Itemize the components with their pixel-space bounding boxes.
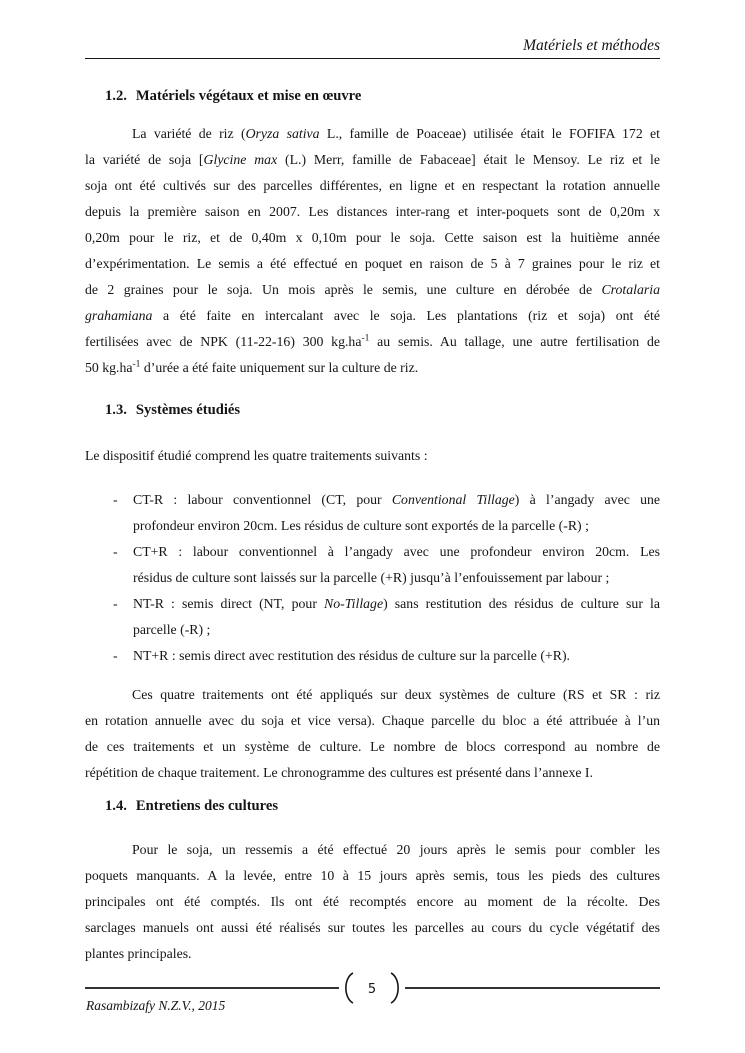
text-line: soja ont été cultivés sur des parcelles différentes, en ligne et en respectant la rotation annuelle [85,178,660,193]
list-text: CT+R : labour conventionnel à l’angady avec une profondeur environ 20cm. Les [133,544,660,559]
text-line: principales ont été comptés. Ils ont été recomptés encore au moment de la récolte. Des [85,894,660,909]
text-line: parcelle (-R) ; [133,622,211,637]
text-line: sarclages manuels ont aussi été réalisés sur toutes les parcelles au cours du cycle végétatif des [85,920,660,935]
section-heading-1-4 [85,796,680,816]
text-line: en rotation annuelle avec du soja et vice versa). Chaque parcelle du bloc a été attribuée à l’un [85,713,660,728]
list-item-ct-minus-r [85,487,660,539]
section-number: 1.3. [105,402,127,418]
section-number: 1.4. [105,798,127,814]
list-dash: - [113,544,118,559]
text-line: plantes principales. [85,946,192,961]
section-heading-1-3 [85,400,680,420]
list-text: NT-R : semis direct (NT, pour No-Tillage) sans restitution des résidus de culture sur la [133,596,661,611]
text-line: 50 $kg.ha^{-1}$ d’urée a été faite uniquement sur la culture de riz. [85,359,419,375]
section-title: Matériels végétaux et mise en œuvre [135,88,362,104]
text-line: fertilisées avec de NPK (11-22-16) 300 $kg.ha^{-1}$ au semis. Au tallage, une autre fertilisation de [85,333,660,349]
text-line: Pour le soja, un ressemis a été effectué 20 jours après le semis pour combler les [132,842,660,857]
text-line [85,591,660,617]
paragraph-quatre-traitements [85,682,660,786]
text-line [85,539,660,565]
running-header-title: Matériels et méthodes [523,37,660,54]
text-line: Ces quatre traitements ont été appliqués sur deux systèmes de culture (RS et SR : riz [132,687,660,702]
section-heading-1-2 [85,86,680,106]
paragraph-materiels-vegetaux [85,121,660,381]
text-line: de ces traitements et un système de culture. Le nombre de blocs correspond au nombre de [85,739,660,754]
header-rule [85,58,660,59]
text-line: de 2 graines pour le soja. Un mois après le semis, une culture en dérobée de Crotalaria [85,282,660,297]
list-item-nt-minus-r [85,591,660,643]
list-dash: - [113,648,118,663]
list-dash: - [113,492,118,507]
text-line: la variété de soja [Glycine max (L.) Merr, famille de Fabaceae] était le Mensoy. Le riz et le [85,152,660,167]
list-text: NT+R : semis direct avec restitution des résidus de culture sur la parcelle (+R). [133,648,571,663]
page-number: 5 [367,982,377,997]
text-line: 0,20m pour le riz, et de 0,40m x 0,10m pour le soja. Cette saison est la huitième année [85,230,660,245]
text-line: depuis la première saison en 2007. Les distances inter-rang et inter-poquets sont de 0,20m x [85,204,660,219]
list-item-ct-plus-r [85,539,660,591]
footer-author: Rasambizafy N.Z.V., 2015 [86,998,226,1013]
text-line: répétition de chaque traitement. Le chronogramme des cultures est présenté dans l’annexe I. [85,765,593,780]
text-line: poquets manquants. A la levée, entre 10 à 15 jours après semis, tous les pieds des cultures [85,868,660,883]
text-line: grahamiana a été faite en intercalant avec le soja. Les plantations (riz et soja) ont été [85,308,660,323]
section-title: Systèmes étudiés [135,402,241,418]
text-line: profondeur environ 20cm. Les résidus de culture sont exportés de la parcelle (-R) ; [133,518,589,533]
paragraph-entretiens [85,837,660,967]
section-title: Entretiens des cultures [135,798,279,814]
list-dash: - [113,596,118,611]
section-number: 1.2. [105,88,127,104]
text-line: Le dispositif étudié comprend les quatre traitements suivants : [85,448,428,463]
text-line: résidus de culture sont laissés sur la parcelle (+R) jusqu’à l’enfouissement par labour ; [133,570,610,585]
text-line [85,487,660,513]
text-line [85,643,660,669]
list-item-nt-plus-r [85,643,660,669]
text-line: d’expérimentation. Le semis a été effectué en poquet en raison de 5 à 7 graines pour le riz et [85,256,660,271]
list-text: CT-R : labour conventionnel (CT, pour Conventional Tillage) à l’angady avec une [133,492,660,507]
treatments-list [85,487,660,669]
text-line: La variété de riz (Oryza sativa L., famille de Poaceae) utilisée était le FOFIFA 172 et [132,126,660,141]
paragraph-dispositif-intro [85,443,660,469]
